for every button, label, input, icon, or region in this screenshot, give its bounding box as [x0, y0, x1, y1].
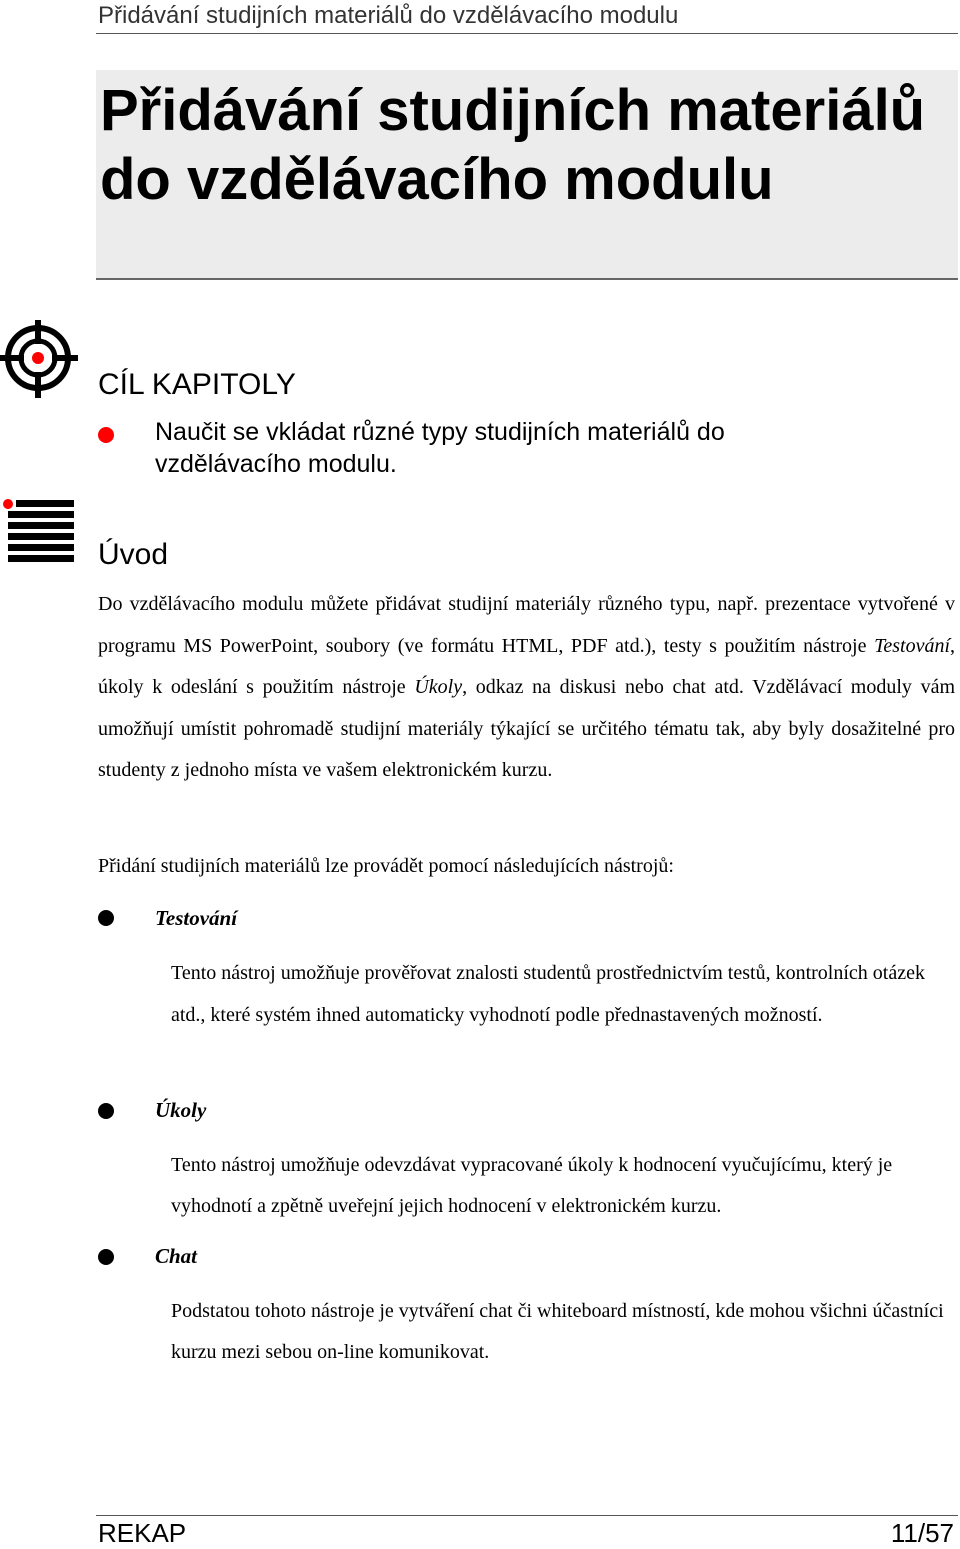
running-header: Přidávání studijních materiálů do vzdělávacího modulu — [98, 2, 679, 29]
tool-bullet — [98, 1103, 114, 1119]
intro-text-1: Do vzdělávacího modulu můžete přidávat studijní materiály různého typu, např. prezentace vytvořené v programu MS PowerPoint, soubory (ve formátu HTML, PDF atd.), testy s použitím nástroje — [98, 593, 955, 657]
goal-heading: CÍL KAPITOLY — [98, 368, 296, 401]
tool-name-testovani: Testování — [155, 906, 238, 930]
tools-intro: Přidání studijních materiálů lze provádět pomocí následujících nástrojů: — [98, 855, 674, 877]
footer-rule — [96, 1515, 958, 1516]
tool-name-ukoly: Úkoly — [155, 1098, 207, 1122]
tool-desc-ukoly: Tento nástroj umožňuje odevzdávat vypracované úkoly k hodnocení vyučujícímu, který je vyhodnotí a zpětně uveřejní jejich hodnocení v elektronickém kurzu. — [171, 1154, 893, 1217]
tool-desc-chat: Podstatou tohoto nástroje je vytváření chat či whiteboard místností, kde mohou všichni účastníci kurzu mezi sebou on-line komunikovat. — [171, 1300, 944, 1363]
intro-heading: Úvod — [98, 538, 169, 571]
tool-bullet — [98, 910, 114, 926]
goal-item: Naučit se vkládat různé typy studijních materiálů do vzdělávacího modulu. — [155, 418, 725, 478]
chapter-title-box — [96, 70, 958, 280]
intro-text-3: , odkaz na diskusi nebo chat atd. Vzdělávací moduly vám umožňují umístit pohromadě studijní materiály týkající se určitého tématu tak, aby byly dosažitelné pro studenty z jednoho místa ve vašem elektronickém kurzu. — [98, 676, 955, 781]
header-rule — [96, 33, 958, 34]
tool-name-chat: Chat — [155, 1244, 198, 1268]
tool-desc-testovani: Tento nástroj umožňuje prověřovat znalosti studentů prostřednictvím testů, kontrolních otázek atd., které systém ihned automaticky vyhodnotí podle přednastavených možností. — [171, 962, 925, 1026]
intro-term-testovani: Testování — [874, 634, 950, 657]
tool-bullet — [98, 1249, 114, 1265]
intro-paragraph — [98, 584, 955, 792]
footer-label: REKAP — [98, 1518, 187, 1548]
page-number: 11/57 — [890, 1518, 954, 1548]
chapter-title: Přidávání studijních materiálů do vzdělávacího modulu — [100, 78, 926, 212]
intro-term-ukoly: Úkoly — [414, 676, 463, 698]
target-icon — [0, 320, 80, 405]
intro-text-2: , úkoly k odeslání s použitím nástroje — [98, 634, 955, 698]
list-icon — [2, 499, 76, 568]
goal-bullet — [98, 427, 114, 443]
